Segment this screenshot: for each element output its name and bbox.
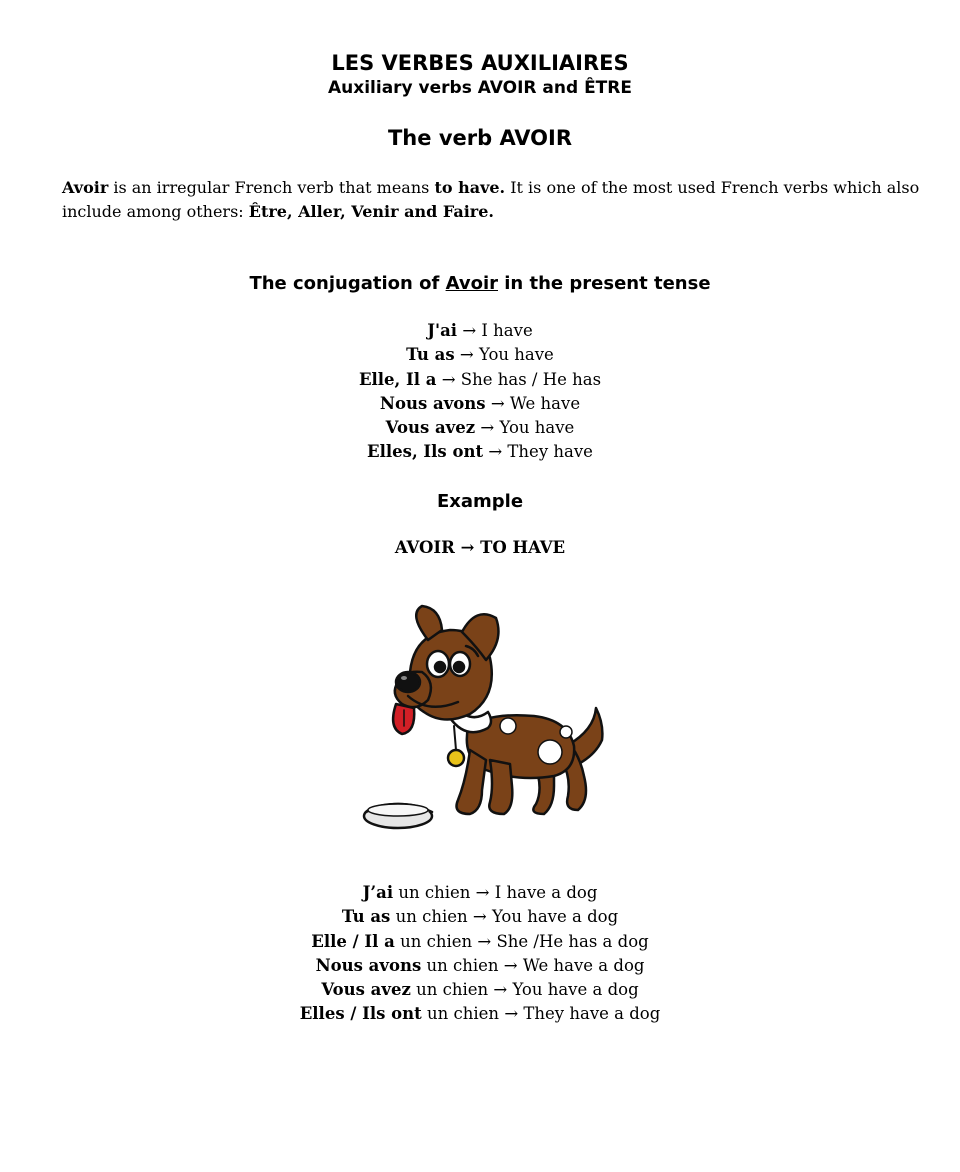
example-en: You have a dog: [512, 980, 639, 1000]
arrow-icon: →: [503, 955, 518, 975]
example-line: [0, 978, 960, 1002]
example-en: She /He has a dog: [496, 931, 649, 951]
conjugation-heading-pre: The conjugation of: [249, 273, 446, 294]
example-sentences: [0, 881, 960, 1027]
conjugation-en: You have: [479, 345, 554, 365]
example-fr-object: un chien: [398, 883, 471, 902]
conjugation-heading-verb: Avoir: [445, 273, 498, 294]
section-heading-verb-avoir: The verb AVOIR: [387, 126, 572, 150]
intro-avoir: Avoir: [62, 178, 109, 197]
arrow-icon: →: [488, 442, 503, 462]
intro-to-have: to have.: [434, 178, 506, 197]
example-en: We have a dog: [522, 955, 645, 975]
conjugation-line: [0, 416, 960, 440]
example-line: [0, 881, 960, 905]
arrow-icon: →: [462, 321, 477, 340]
avoir-to-have: [0, 537, 960, 559]
conjugation-line: [0, 343, 960, 367]
conjugation-en: They have: [507, 442, 593, 462]
example-en: They have a dog: [523, 1004, 661, 1024]
example-fr-object: un chien: [400, 931, 473, 951]
example-fr-object: un chien: [426, 955, 499, 975]
example-fr-object: un chien: [395, 907, 468, 927]
example-fr-subject: Elles / Ils ont: [299, 1004, 422, 1024]
arrow-icon: →: [441, 369, 456, 389]
arrow-icon: →: [475, 883, 490, 902]
example-heading: Example: [436, 491, 524, 512]
page-subtitle: Auxiliary verbs AVOIR and ÊTRE: [328, 78, 632, 98]
page-title: LES VERBES AUXILIAIRES: [331, 51, 629, 75]
conjugation-heading: [0, 272, 960, 296]
arrow-icon: →: [493, 980, 508, 1000]
conjugation-fr: Nous avons: [379, 393, 486, 413]
conjugation-heading-post: in the present tense: [498, 273, 711, 294]
arrow-icon: →: [504, 1004, 519, 1024]
conjugation-fr: Vous avez: [385, 418, 476, 438]
arrow-icon: →: [472, 907, 487, 927]
conjugation-line: [0, 319, 960, 343]
example-fr-subject: Tu as: [341, 907, 391, 927]
example-line: [0, 905, 960, 929]
example-fr-subject: Elle / Il a: [311, 931, 395, 951]
conjugation-en: We have: [509, 393, 581, 413]
intro-verb-list: Être, Aller, Venir and Faire.: [248, 202, 494, 221]
arrow-icon: →: [459, 345, 474, 365]
dog-illustration-icon: [358, 600, 612, 836]
intro-text-2: It is one of the most used French verbs which also include among others:: [62, 178, 920, 221]
conjugation-line: [0, 368, 960, 392]
intro-text-1: is an irregular French verb that means: [108, 178, 435, 197]
conjugation-line: [0, 392, 960, 416]
example-fr-subject: J’ai: [362, 883, 394, 902]
conjugation-fr: J'ai: [427, 321, 458, 340]
example-fr-subject: Vous avez: [321, 980, 411, 1000]
example-line: [0, 930, 960, 954]
conjugation-en: You have: [499, 418, 575, 438]
intro-paragraph: [62, 176, 922, 224]
example-en: You have a dog: [491, 907, 619, 927]
example-en: I have a dog: [494, 883, 598, 902]
example-fr-object: un chien: [416, 980, 489, 1000]
example-line: [0, 954, 960, 978]
arrow-icon: →: [490, 393, 505, 413]
arrow-icon: →: [480, 418, 495, 438]
conjugation-en: I have: [481, 321, 533, 340]
example-fr-object: un chien: [427, 1004, 500, 1024]
conjugation-fr: Tu as: [406, 345, 455, 365]
conjugation-fr: Elles, Ils ont: [367, 442, 484, 462]
conjugation-en: She has / He has: [460, 369, 602, 389]
verb-en: TO HAVE: [480, 538, 566, 557]
conjugation-fr: Elle, Il a: [358, 369, 437, 389]
arrow-icon: →: [477, 931, 492, 951]
example-fr-subject: Nous avons: [315, 955, 422, 975]
conjugation-line: [0, 440, 960, 464]
conjugation-list: [0, 319, 960, 465]
verb-fr: AVOIR: [394, 538, 455, 557]
arrow-icon: →: [460, 538, 475, 557]
example-line: [0, 1002, 960, 1026]
